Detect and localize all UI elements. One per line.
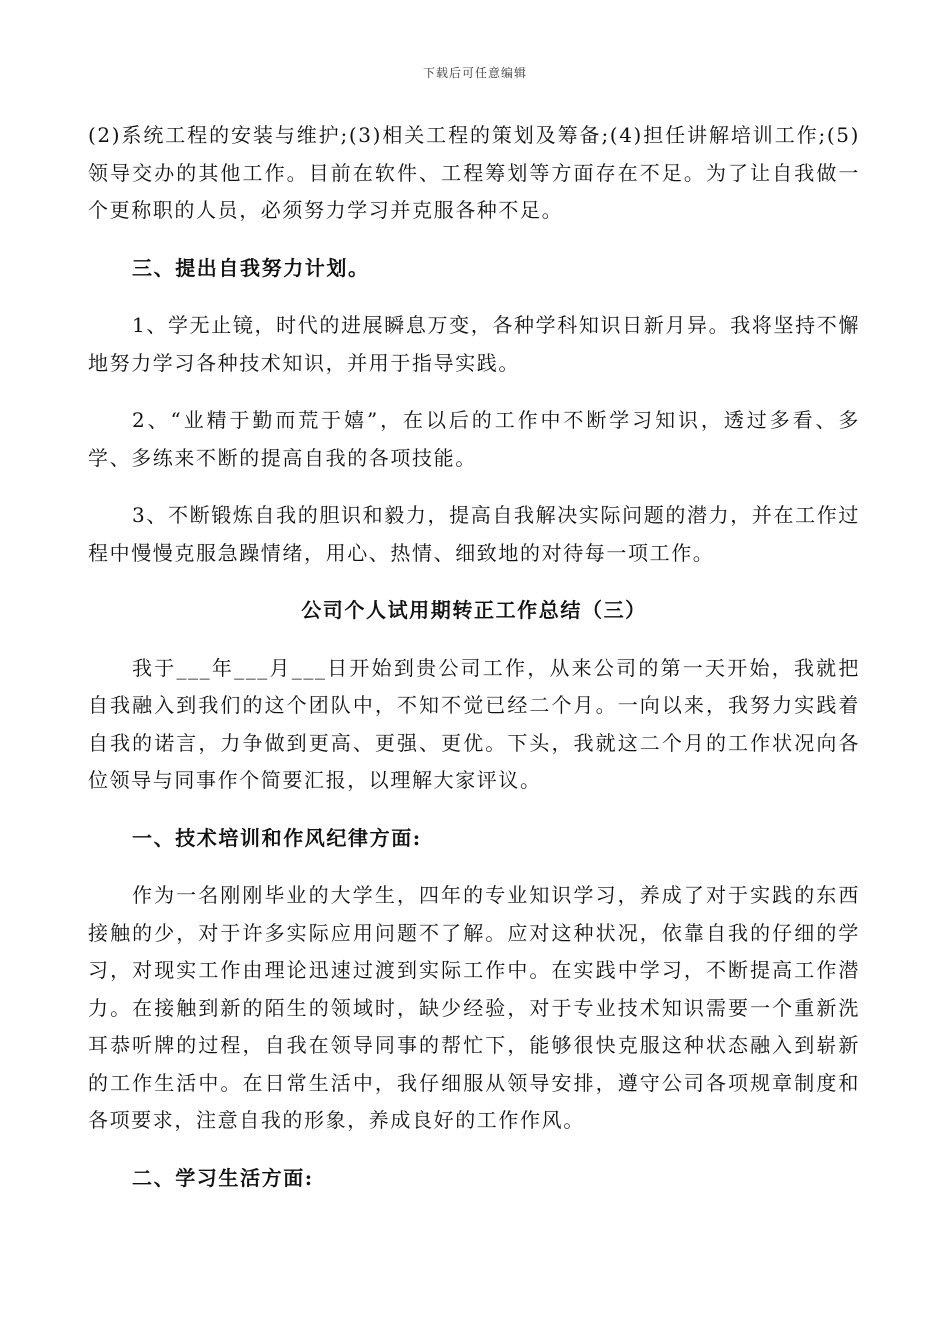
paragraph-duties: (2)系统工程的安装与维护;(3)相关工程的策划及筹备;(4)担任讲解培训工作;(5)领导交办的其他工作。目前在软件、工程筹划等方面存在不足。为了让自我做一个更称职的人员，必须努力学习并克服各种不足。: [88, 123, 860, 222]
paragraph-plan-3: 3、不断锻炼自我的胆识和毅力，提高自我解决实际问题的潜力，并在工作过程中慢慢克服急躁情绪，用心、热情、细致地的对待每一项工作。: [88, 503, 860, 565]
document-body: [88, 117, 860, 1197]
document-title: 公司个人试用期转正工作总结（三）: [301, 598, 647, 622]
paragraph-plan-2: 2、“业精于勤而荒于嬉”，在以后的工作中不断学习知识，透过多看、多学、多练来不断的提高自我的各项技能。: [88, 408, 860, 470]
paragraph-intro: 我于___年___月___日开始到贵公司工作，从来公司的第一天开始，我就把自我融入到我们的这个团队中，不知不觉已经二个月。一向以来，我努力实践着自我的诺言，力争做到更高、更强、更优。下头，我就这二个月的工作状况向各位领导与同事作个简要汇报，以理解大家评议。: [88, 655, 860, 792]
paragraph-plan-1: 1、学无止镜，时代的进展瞬息万变，各种学科知识日新月异。我将坚持不懈地努力学习各种技术知识，并用于指导实践。: [88, 313, 860, 375]
section-heading-training: 一、技术培训和作风纪律方面:: [132, 825, 422, 850]
section-heading-plan: 三、提出自我努力计划。: [132, 255, 370, 280]
section-heading-study-life: 二、学习生活方面:: [132, 1165, 314, 1190]
page-header-note: 下载后可任意编辑: [422, 66, 527, 80]
paragraph-training: 作为一名刚刚毕业的大学生，四年的专业知识学习，养成了对于实践的东西接触的少，对于许多实际应用问题不了解。应对这种状况，依靠自我的仔细的学习，对现实工作由理论迅速过渡到实际工作中。在实践中学习，不断提高工作潜力。在接触到新的陌生的领域时，缺少经验，对于专业技术知识需要一个重新洗耳恭听牌的过程，自我在领导同事的帮忙下，能够很快克服这种状态融入到崭新的工作生活中。在日常生活中，我仔细服从领导安排，遵守公司各项规章制度和各项要求，注意自我的形象，养成良好的工作作风。: [88, 883, 860, 1132]
